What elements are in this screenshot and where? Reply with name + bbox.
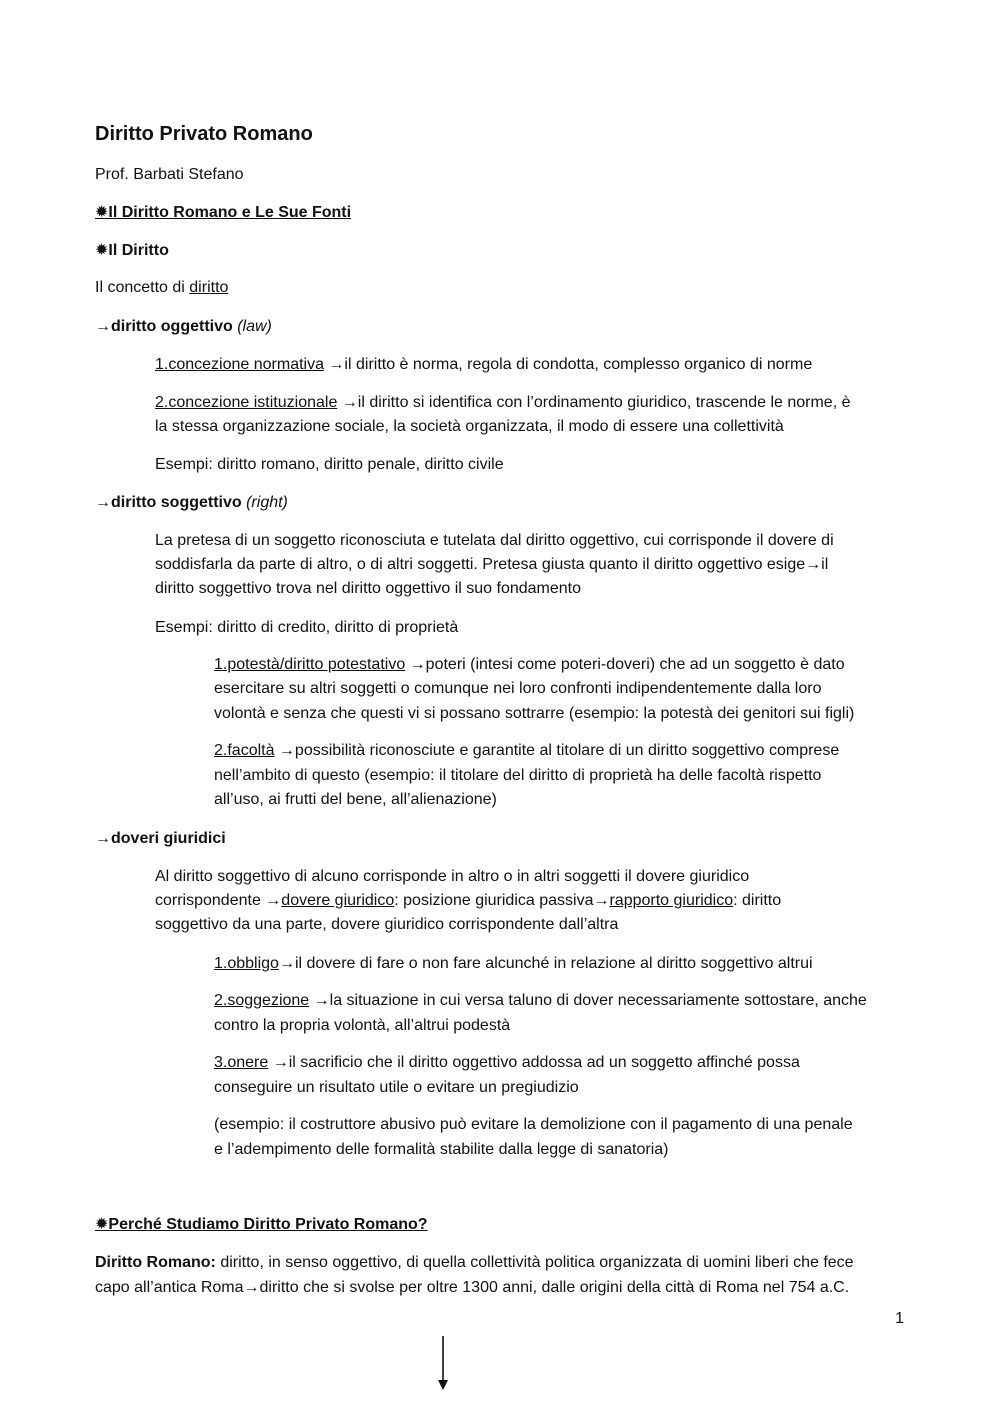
soggettivo-item-1-l3: volontà e senza che questi vi si possano sottrarre (esempio: la potestà dei genitori sui figli) [214, 705, 855, 722]
item-text: →la situazione in cui versa taluno di dover necessariamente sottostare, anche [309, 992, 867, 1009]
text-run: : posizione giuridica passiva→ [394, 892, 610, 909]
heading-text: doveri giuridici [111, 830, 226, 847]
item-label: 1.potestà/diritto potestativo [214, 656, 406, 673]
term-rapporto-giuridico: rapporto giuridico [609, 892, 734, 909]
section-heading-diritto: ✹Il Diritto [95, 242, 169, 259]
item-label: 2.facoltà [214, 742, 275, 759]
author-line: Prof. Barbati Stefano [95, 166, 244, 183]
doveri-item-1 [214, 952, 813, 976]
romano-label: Diritto Romano: [95, 1254, 216, 1271]
doveri-para-l2 [155, 889, 781, 913]
concept-prefix: Il concetto di [95, 279, 190, 296]
item-text: →il diritto è norma, regola di condotta, complesso organico di norme [323, 356, 813, 373]
soggettivo-item-1-l2: esercitare su altri soggetti o comunque nei loro confronti indipendentemente dalla loro [214, 680, 822, 697]
item-label: 1.concezione normativa [155, 356, 324, 373]
soggettivo-para-l1: La pretesa di un soggetto riconosciuta e tutelata dal diritto oggettivo, cui corrisponde il dovere di [155, 532, 834, 549]
item-text: →il sacrificio che il diritto oggettivo addossa ad un soggetto affinché possa [268, 1054, 800, 1071]
item-text: →il diritto si identifica con l’ordinamento giuridico, trascende le norme, è [337, 394, 851, 411]
doveri-item-2-l2: contro la propria volontà, all’altrui podestà [214, 1017, 511, 1034]
heading-diritto-oggettivo [95, 315, 272, 339]
romano-l2: capo all’antica Roma→diritto che si svolse per oltre 1300 anni, dalle origini della città di Roma nel 754 a.C. [95, 1279, 850, 1296]
section-heading-fonti: ✹Il Diritto Romano e Le Sue Fonti [95, 204, 352, 221]
concept-line [95, 276, 228, 300]
concept-word: diritto [189, 279, 229, 296]
item-label: 2.soggezione [214, 992, 310, 1009]
romano-l1 [95, 1251, 854, 1275]
page-number: 1 [895, 1310, 904, 1327]
doveri-item-3-l2: conseguire un risultato utile o evitare un pregiudizio [214, 1079, 579, 1096]
heading-english: (law) [232, 318, 272, 335]
doveri-item-2 [214, 989, 867, 1013]
item-text: →poteri (intesi come poteri-doveri) che ad un soggetto è dato [405, 656, 845, 673]
arrow-icon: → [95, 494, 111, 511]
romano-text: diritto, in senso oggettivo, di quella collettività politica organizzata di uomini liberi che fece [215, 1254, 854, 1271]
term-dovere-giuridico: dovere giuridico [281, 892, 395, 909]
oggettivo-item-2 [155, 391, 850, 415]
heading-english: (right) [241, 494, 288, 511]
doveri-item-3 [214, 1051, 800, 1075]
soggettivo-examples: Esempi: diritto di credito, diritto di proprietà [155, 619, 459, 636]
soggettivo-item-2-l3: all’uso, ai frutti del bene, all’alienazione) [214, 791, 497, 808]
item-label: 1.obbligo [214, 955, 279, 972]
arrow-icon: → [95, 318, 111, 335]
arrow-down-icon [437, 1336, 449, 1392]
soggettivo-para-l2: soddisfarla da parte di altro, o di altri soggetti. Pretesa giusta quanto il diritto oggettivo esige→il [155, 556, 829, 573]
soggettivo-para-l3: diritto soggettivo trova nel diritto oggettivo il suo fondamento [155, 580, 582, 597]
oggettivo-item-2-cont: la stessa organizzazione sociale, la società organizzata, il modo di essere una collettività [155, 418, 784, 435]
item-text: →il dovere di fare o non fare alcunché in relazione al diritto soggettivo altrui [278, 955, 813, 972]
document-title: Diritto Privato Romano [95, 123, 313, 145]
item-label: 3.onere [214, 1054, 269, 1071]
soggettivo-item-2-l2: nell’ambito di questo (esempio: il titolare del diritto di proprietà ha delle facoltà rispetto [214, 767, 822, 784]
soggettivo-item-2 [214, 739, 839, 763]
doveri-para-l1: Al diritto soggettivo di alcuno corrisponde in altro o in altri soggetti il dovere giuridico [155, 868, 750, 885]
item-text: →possibilità riconosciute e garantite al titolare di un diritto soggettivo comprese [274, 742, 840, 759]
soggettivo-item-1 [214, 653, 845, 677]
doveri-para-l3: soggettivo da una parte, dovere giuridico corrispondente dall’altra [155, 916, 619, 933]
heading-diritto-soggettivo [95, 491, 288, 515]
heading-doveri-giuridici [95, 827, 226, 851]
heading-text: diritto oggettivo [111, 318, 233, 335]
doveri-example-l1: (esempio: il costruttore abusivo può evitare la demolizione con il pagamento di una penale [214, 1116, 853, 1133]
section-heading-perche: ✹Perché Studiamo Diritto Privato Romano? [95, 1216, 428, 1233]
oggettivo-item-1 [155, 353, 812, 377]
heading-text: diritto soggettivo [111, 494, 242, 511]
doveri-example-l2: e l’adempimento delle formalità stabilite dalla legge di sanatoria) [214, 1141, 669, 1158]
item-label: 2.concezione istituzionale [155, 394, 338, 411]
text-run: : diritto [733, 892, 782, 909]
text-run: corrispondente → [155, 892, 282, 909]
oggettivo-examples: Esempi: diritto romano, diritto penale, diritto civile [155, 456, 504, 473]
arrow-icon: → [95, 830, 111, 847]
